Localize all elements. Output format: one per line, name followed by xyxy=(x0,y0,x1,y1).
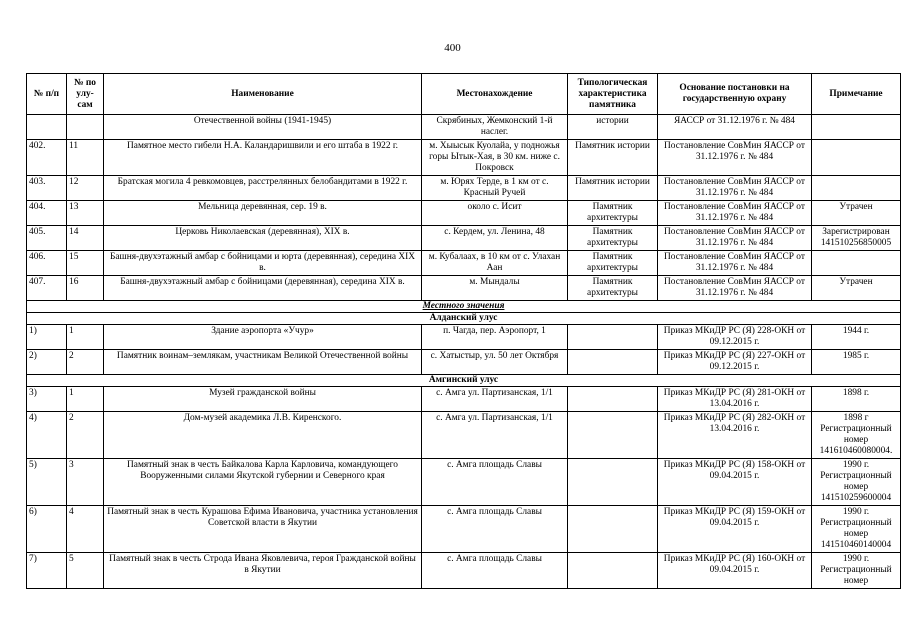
cell-name: Памятник воинам–землякам, участникам Великой Отечественной войны xyxy=(104,350,422,375)
table-row xyxy=(27,276,901,301)
local-section xyxy=(27,301,901,325)
cell-district-num: 5 xyxy=(67,553,104,589)
cell-district-num: 15 xyxy=(67,251,104,276)
table-row xyxy=(27,176,901,201)
cell-type: Памятник архитектуры xyxy=(568,251,658,276)
district-heading-amga: Амгинский улус xyxy=(27,375,901,387)
cell-basis: Приказ МКиДР РС (Я) 228-ОКН от 09.12.2015 г. xyxy=(658,325,812,350)
cell-location: Скрябиных, Жемконский 1-й наслег. xyxy=(422,115,568,140)
table-row xyxy=(27,325,901,350)
cell-type xyxy=(568,459,658,506)
cell-name: Отечественной войны (1941-1945) xyxy=(104,115,422,140)
cell-basis: Постановление СовМин ЯАССР от 31.12.1976 г. № 484 xyxy=(658,176,812,201)
cell-name: Памятное место гибели Н.А. Каландаришвили и его штаба в 1922 г. xyxy=(104,140,422,176)
cell-note: 1898 г. xyxy=(812,387,901,412)
cell-basis: Постановление СовМин ЯАССР от 31.12.1976 г. № 484 xyxy=(658,251,812,276)
cell-type: Памятник архитектуры xyxy=(568,276,658,301)
cell-name: Дом-музей академика Л.В. Киренского. xyxy=(104,412,422,459)
table-row xyxy=(27,140,901,176)
cell-location: п. Чагда, пер. Аэропорт, 1 xyxy=(422,325,568,350)
cell-basis: Приказ МКиДР РС (Я) 281-ОКН от 13.04.2016 г. xyxy=(658,387,812,412)
cell-note: 1898 г Регистрационный номер 141610460080004. xyxy=(812,412,901,459)
cell-type: Памятник архитектуры xyxy=(568,201,658,226)
aldan-rows xyxy=(27,325,901,375)
cell-num: 1) xyxy=(27,325,67,350)
cell-basis: Приказ МКиДР РС (Я) 227-ОКН от 09.12.2015 г. xyxy=(658,350,812,375)
section-heading: Местного значения xyxy=(27,301,901,313)
cell-type: Памятник истории xyxy=(568,140,658,176)
column-header-num: № п/п xyxy=(27,74,67,115)
cell-num: 6) xyxy=(27,506,67,553)
cell-note: Зарегистрирован 141510256850005 xyxy=(812,226,901,251)
cell-location: с. Амга площадь Славы xyxy=(422,553,568,589)
cell-district-num: 13 xyxy=(67,201,104,226)
cell-name: Братская могила 4 ревкомовцев, расстрелянных белобандитами в 1922 г. xyxy=(104,176,422,201)
amga-section xyxy=(27,375,901,387)
cell-district-num: 1 xyxy=(67,325,104,350)
column-header-type: Типологическая характеристика памятника xyxy=(568,74,658,115)
cell-location: м. Юрях Терде, в 1 км от с. Красный Ручей xyxy=(422,176,568,201)
column-header-district-num: № по улу-сам xyxy=(67,74,104,115)
cell-basis: Постановление СовМин ЯАССР от 31.12.1976 г. № 484 xyxy=(658,276,812,301)
amga-rows xyxy=(27,387,901,589)
cell-num: 404. xyxy=(27,201,67,226)
cell-location: с. Амга площадь Славы xyxy=(422,459,568,506)
cell-basis: Постановление СовМин ЯАССР от 31.12.1976 г. № 484 xyxy=(658,226,812,251)
cell-district-num xyxy=(67,115,104,140)
table-row xyxy=(27,251,901,276)
cell-name: Памятный знак в честь Байкалова Карла Карловича, командующего Вооруженными силами Якутской губернии и Северного края xyxy=(104,459,422,506)
cell-basis: Приказ МКиДР РС (Я) 158-ОКН от 09.04.2015 г. xyxy=(658,459,812,506)
cell-location: м. Хыысык Куолайа, у подножья горы Ытык-Хая, в 30 км. ниже с. Покровск xyxy=(422,140,568,176)
cell-type: Памятник истории xyxy=(568,176,658,201)
cell-note: 1990 г. Регистрационный номер xyxy=(812,553,901,589)
cell-district-num: 1 xyxy=(67,387,104,412)
cell-num: 402. xyxy=(27,140,67,176)
cell-note xyxy=(812,176,901,201)
cell-type: истории xyxy=(568,115,658,140)
cell-num xyxy=(27,115,67,140)
federal-rows xyxy=(27,115,901,301)
cell-type xyxy=(568,412,658,459)
cell-district-num: 3 xyxy=(67,459,104,506)
cell-name: Мельница деревянная, сер. 19 в. xyxy=(104,201,422,226)
cell-district-num: 16 xyxy=(67,276,104,301)
cell-location: с. Амга площадь Славы xyxy=(422,506,568,553)
cell-num: 403. xyxy=(27,176,67,201)
cell-note: 1985 г. xyxy=(812,350,901,375)
cell-note: Утрачен xyxy=(812,201,901,226)
cell-type xyxy=(568,506,658,553)
cell-name: Башня-двухэтажный амбар с бойницами и юрта (деревянная), середина XIX в. xyxy=(104,251,422,276)
cell-name: Памятный знак в честь Курашова Ефима Ивановича, участника установления Советской власти в Якутии xyxy=(104,506,422,553)
table-row xyxy=(27,201,901,226)
cell-note xyxy=(812,140,901,176)
cell-type xyxy=(568,350,658,375)
cell-location: с. Амга ул. Партизанская, 1/1 xyxy=(422,387,568,412)
cell-type xyxy=(568,387,658,412)
cell-num: 405. xyxy=(27,226,67,251)
cell-location: м. Мындалы xyxy=(422,276,568,301)
cell-basis: Приказ МКиДР РС (Я) 282-ОКН от 13.04.2016 г. xyxy=(658,412,812,459)
district-heading-row xyxy=(27,375,901,387)
cell-name: Башня-двухэтажный амбар с бойницами (деревянная), середина XIX в. xyxy=(104,276,422,301)
cell-location: с. Амга ул. Партизанская, 1/1 xyxy=(422,412,568,459)
cell-district-num: 4 xyxy=(67,506,104,553)
cell-note: 1944 г. xyxy=(812,325,901,350)
column-header-name: Наименование xyxy=(104,74,422,115)
cell-num: 407. xyxy=(27,276,67,301)
table-row xyxy=(27,553,901,589)
column-header-location: Местонахождение xyxy=(422,74,568,115)
heritage-register-table xyxy=(26,73,901,589)
district-heading-row xyxy=(27,313,901,325)
cell-note xyxy=(812,115,901,140)
cell-name: Музей гражданской войны xyxy=(104,387,422,412)
page-number: 400 xyxy=(444,42,461,54)
cell-district-num: 11 xyxy=(67,140,104,176)
cell-num: 7) xyxy=(27,553,67,589)
cell-location: с. Хатыстыр, ул. 50 лет Октября xyxy=(422,350,568,375)
cell-num: 406. xyxy=(27,251,67,276)
table-row xyxy=(27,506,901,553)
table-row xyxy=(27,459,901,506)
cell-basis: Постановление СовМин ЯАССР от 31.12.1976 г. № 484 xyxy=(658,140,812,176)
table-row xyxy=(27,226,901,251)
cell-basis: Постановление СовМин ЯАССР от 31.12.1976 г. № 484 xyxy=(658,201,812,226)
cell-type xyxy=(568,325,658,350)
cell-district-num: 2 xyxy=(67,350,104,375)
cell-note xyxy=(812,251,901,276)
column-header-note: Примечание xyxy=(812,74,901,115)
cell-location: около с. Исит xyxy=(422,201,568,226)
cell-location: м. Кубалаах, в 10 км от с. Улахан Аан xyxy=(422,251,568,276)
cell-note: 1990 г. Регистрационный номер 141510259600004 xyxy=(812,459,901,506)
table-row xyxy=(27,350,901,375)
cell-basis: ЯАССР от 31.12.1976 г. № 484 xyxy=(658,115,812,140)
table-row xyxy=(27,387,901,412)
table-header xyxy=(27,74,901,115)
cell-district-num: 12 xyxy=(67,176,104,201)
table-row xyxy=(27,412,901,459)
cell-num: 3) xyxy=(27,387,67,412)
section-heading-row xyxy=(27,301,901,313)
cell-type: Памятник архитектуры xyxy=(568,226,658,251)
table-row xyxy=(27,115,901,140)
cell-basis: Приказ МКиДР РС (Я) 160-ОКН от 09.04.2015 г. xyxy=(658,553,812,589)
cell-num: 2) xyxy=(27,350,67,375)
cell-district-num: 2 xyxy=(67,412,104,459)
cell-location: с. Кердем, ул. Ленина, 48 xyxy=(422,226,568,251)
cell-num: 5) xyxy=(27,459,67,506)
cell-num: 4) xyxy=(27,412,67,459)
cell-name: Церковь Николаевская (деревянная), XIX в. xyxy=(104,226,422,251)
cell-name: Памятный знак в честь Строда Ивана Яковлевича, героя Гражданской войны в Якутии xyxy=(104,553,422,589)
cell-note: Утрачен xyxy=(812,276,901,301)
cell-note: 1990 г. Регистрационный номер 141510460140004 xyxy=(812,506,901,553)
cell-basis: Приказ МКиДР РС (Я) 159-ОКН от 09.04.2015 г. xyxy=(658,506,812,553)
district-heading-aldan: Алданский улус xyxy=(27,313,901,325)
cell-district-num: 14 xyxy=(67,226,104,251)
column-header-basis: Основание постановки на государственную охрану xyxy=(658,74,812,115)
cell-type xyxy=(568,553,658,589)
cell-name: Здание аэропорта «Учур» xyxy=(104,325,422,350)
